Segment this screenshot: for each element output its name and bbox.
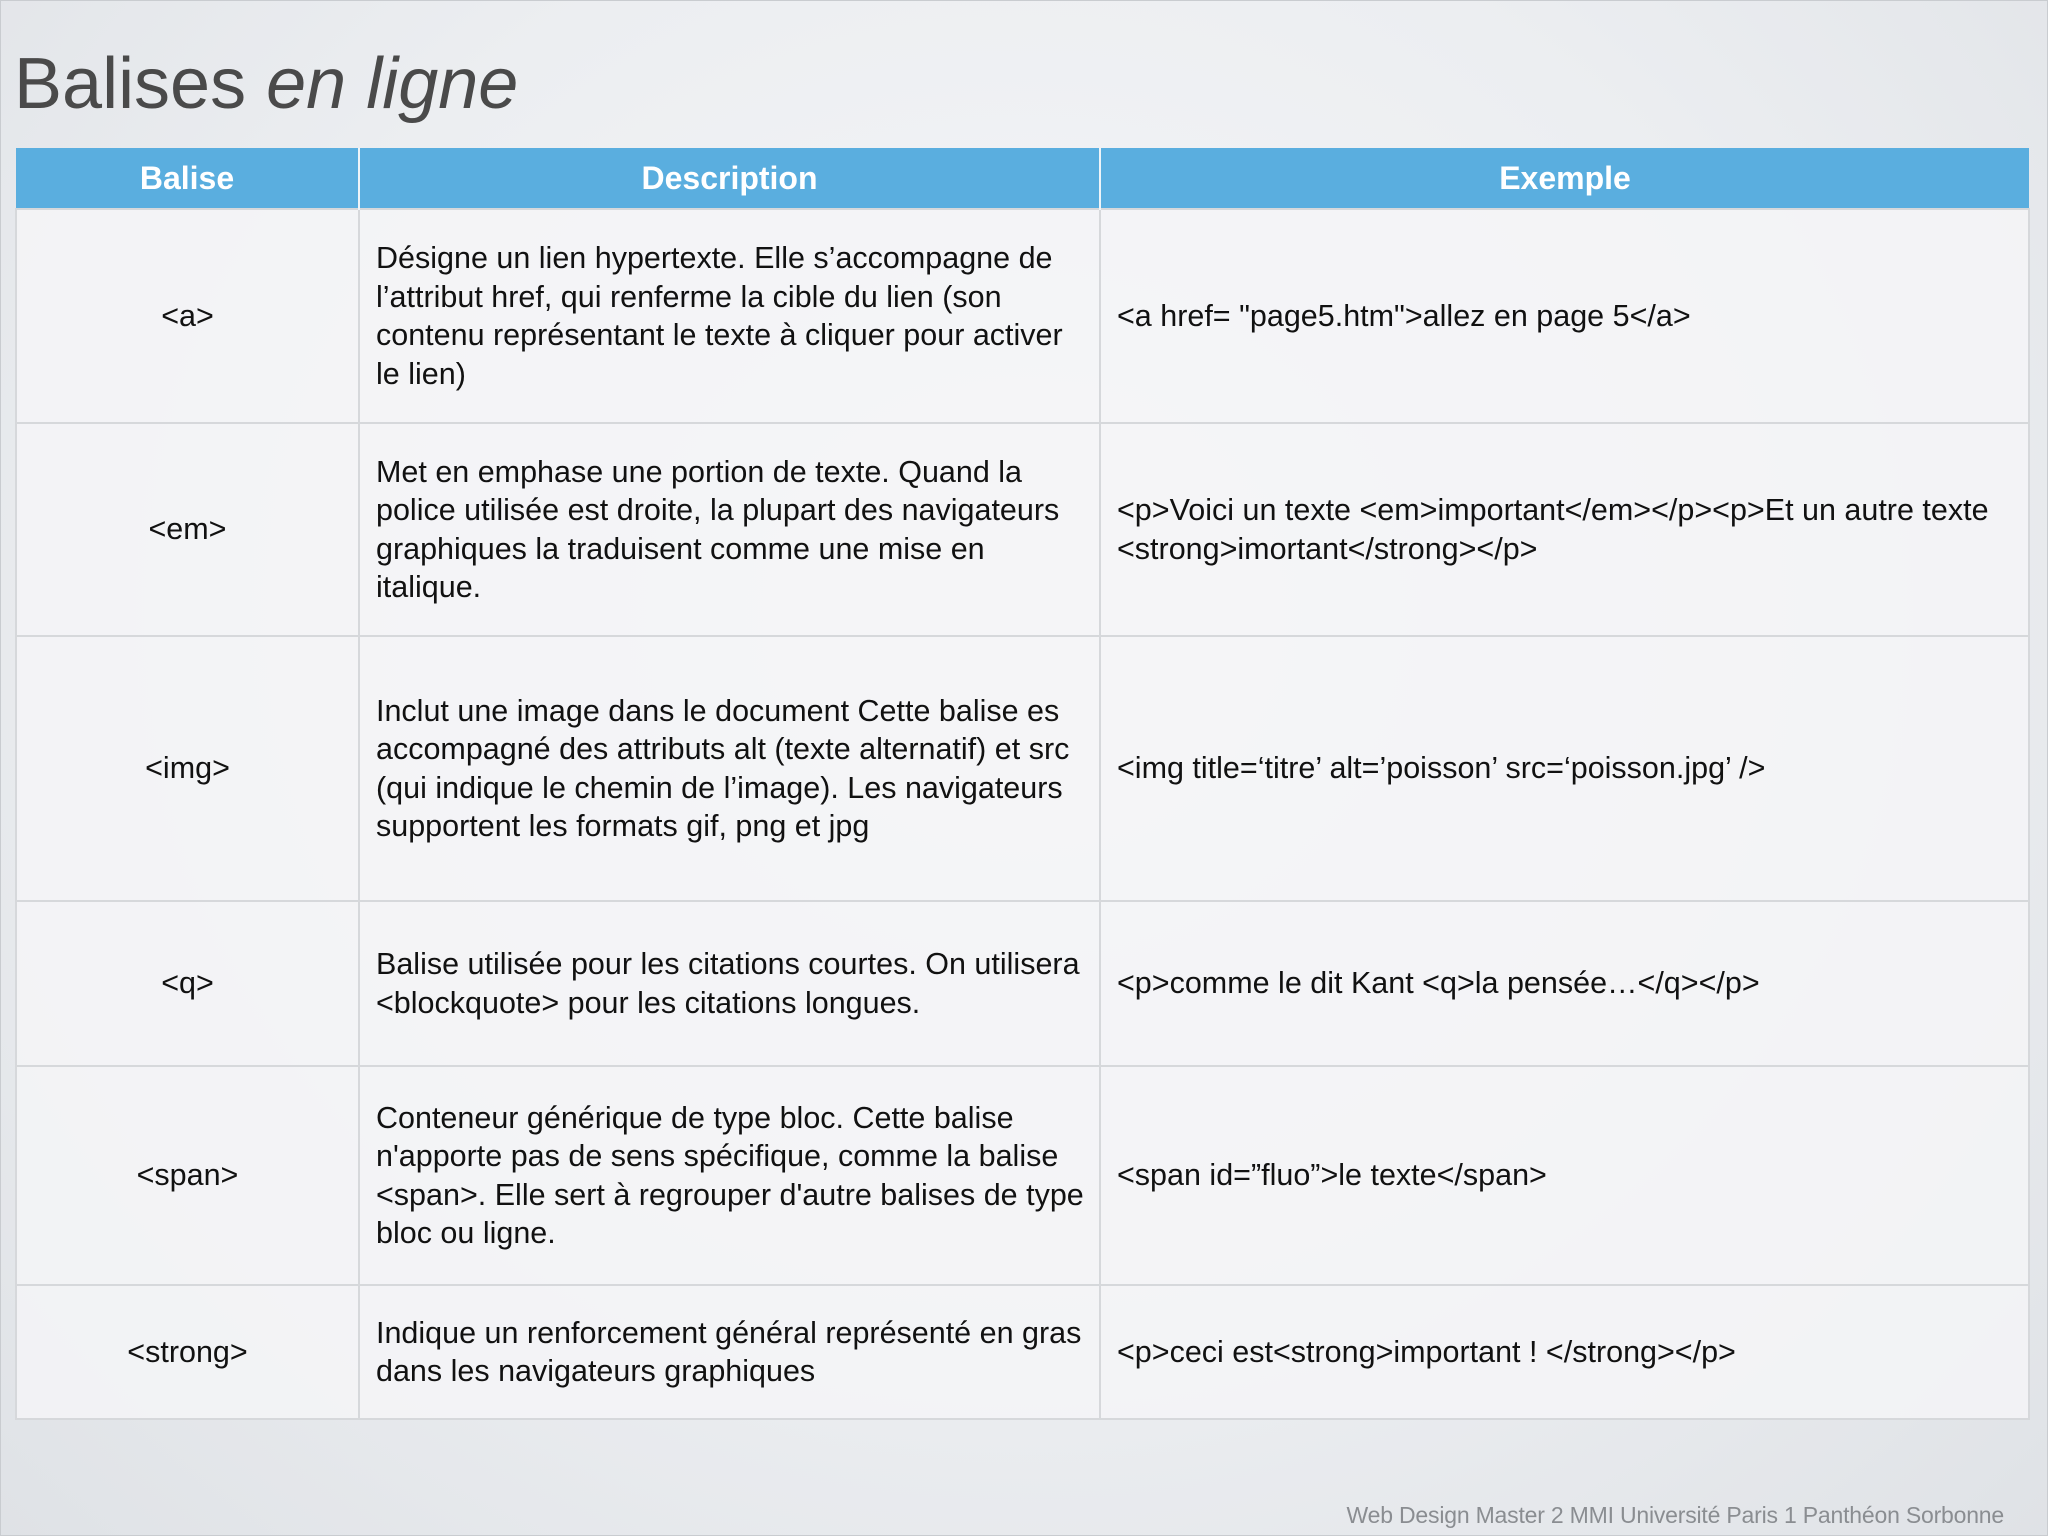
cell-example: <p>comme le dit Kant <q>la pensée…</q></p> xyxy=(1100,901,2029,1066)
table-row xyxy=(16,209,2029,423)
table-header-row xyxy=(16,148,2029,209)
cell-example: <span id=”fluo”>le texte</span> xyxy=(1100,1066,2029,1285)
cell-tag: <span> xyxy=(16,1066,359,1285)
header-description: Description xyxy=(359,148,1100,209)
cell-description: Conteneur générique de type bloc. Cette balise n'apporte pas de sens spécifique, comme la balise <span>. Elle sert à regrouper d'autre balises de type bloc ou ligne. xyxy=(359,1066,1100,1285)
cell-tag: <a> xyxy=(16,209,359,423)
slide-title xyxy=(14,40,518,128)
cell-description: Inclut une image dans le document Cette balise es accompagné des attributs alt (texte alternatif) et src (qui indique le chemin de l’image). Les navigateurs supportent les formats gif, png et jpg xyxy=(359,636,1100,901)
table-row xyxy=(16,901,2029,1066)
cell-description: Met en emphase une portion de texte. Quand la police utilisée est droite, la plupart des navigateurs graphiques la traduisent comme une mise en italique. xyxy=(359,423,1100,636)
cell-example: <a href= "page5.htm">allez en page 5</a> xyxy=(1100,209,2029,423)
slide-title-main: Balises xyxy=(14,44,267,124)
slide-title-italic: en ligne xyxy=(266,44,519,124)
header-tag: Balise xyxy=(16,148,359,209)
cell-description: Désigne un lien hypertexte. Elle s’accompagne de l’attribut href, qui renferme la cible du lien (son contenu représentant le texte à cliquer pour activer le lien) xyxy=(359,209,1100,423)
inline-tags-table xyxy=(15,148,2030,1420)
cell-tag: <q> xyxy=(16,901,359,1066)
cell-tag: <img> xyxy=(16,636,359,901)
cell-tag: <em> xyxy=(16,423,359,636)
cell-example: <p>ceci est<strong>important ! </strong></p> xyxy=(1100,1285,2029,1419)
header-example: Exemple xyxy=(1100,148,2029,209)
table-row xyxy=(16,1285,2029,1419)
cell-description: Balise utilisée pour les citations courtes. On utilisera <blockquote> pour les citations longues. xyxy=(359,901,1100,1066)
cell-example: <img title=‘titre’ alt=’poisson’ src=‘poisson.jpg’ /> xyxy=(1100,636,2029,901)
cell-description: Indique un renforcement général représenté en gras dans les navigateurs graphiques xyxy=(359,1285,1100,1419)
table-row xyxy=(16,1066,2029,1285)
slide-footer: Web Design Master 2 MMI Université Paris 1 Panthéon Sorbonne xyxy=(1346,1502,2004,1528)
table-row xyxy=(16,636,2029,901)
cell-example: <p>Voici un texte <em>important</em></p><p>Et un autre texte <strong>imortant</strong></p> xyxy=(1100,423,2029,636)
table-row xyxy=(16,423,2029,636)
cell-tag: <strong> xyxy=(16,1285,359,1419)
